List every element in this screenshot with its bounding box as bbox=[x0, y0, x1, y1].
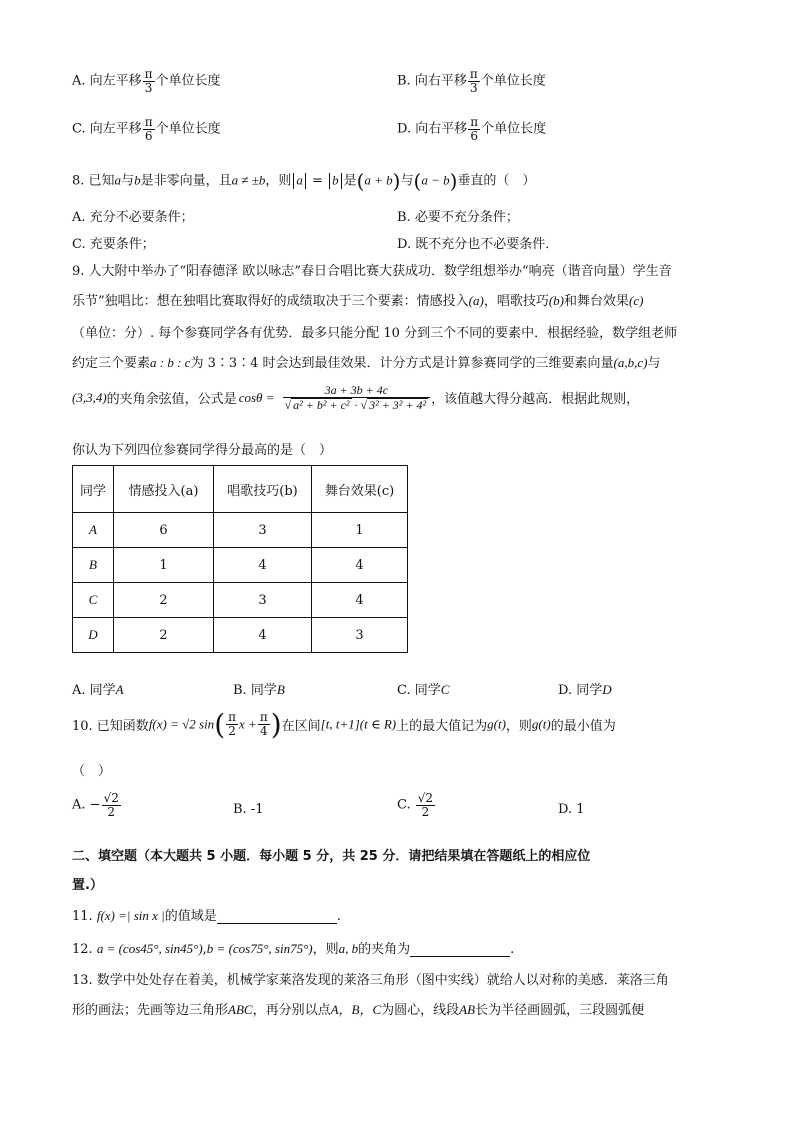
q9-line1: 9. 人大附中举办了“阳春德泽 欧以咏志”春日合唱比赛大获成功．数学组想举办“响亮（谐音向量）学生音 bbox=[72, 264, 672, 279]
q8-option-b: B. 必要不充分条件； bbox=[397, 210, 519, 225]
table-header: 情感投入(a) bbox=[114, 466, 214, 513]
table-cell: B bbox=[73, 548, 114, 583]
q9-score-table bbox=[72, 465, 408, 653]
q9-line3: （单位：分）. 每个参赛同学各有优势．最多只能分配 10 分到三个不同的要素中．根据经验，数学组老师 bbox=[72, 326, 678, 341]
q10-paren: （ ） bbox=[72, 764, 112, 779]
table-cell: 4 bbox=[214, 618, 312, 653]
table-cell: D bbox=[73, 618, 114, 653]
q7-option-a: A. 向左平移 $\frac{\pi}{3}$ 个单位长度 bbox=[72, 67, 221, 95]
table-header: 唱歌技巧(b) bbox=[214, 466, 312, 513]
table-cell: 4 bbox=[312, 583, 408, 618]
table-row bbox=[73, 513, 408, 548]
fraction: $\frac{√2}{2}$ bbox=[103, 791, 119, 819]
q7-option-c: C. 向左平移 $\frac{\pi}{6}$ 个单位长度 bbox=[72, 115, 221, 143]
q10-option-b: B. -1 bbox=[233, 802, 264, 817]
fraction: $\frac{\pi}{6}$ bbox=[470, 115, 479, 143]
q10-option-a: A. − $\frac{√2}{2}$ bbox=[72, 791, 119, 819]
fraction: $\frac{\pi}{2}$ bbox=[228, 710, 237, 738]
q13-line1: 13. 数学中处处存在着美，机械学家莱洛发现的莱洛三角形（图中实线）就给人以对称的美感．莱洛三角 bbox=[72, 973, 669, 988]
q10-option-d: D. 1 bbox=[558, 802, 585, 817]
q9-option-d: D. 同学D bbox=[558, 682, 612, 698]
q10-option-c: C. $\frac{√2}{2}$ bbox=[397, 791, 434, 819]
q9-line4: 约定三个要素a : b : c为 3∶3∶4 时会达到最佳效果．计分方式是计算参赛同学的三维要素向量(a,b,c)与 bbox=[72, 355, 661, 371]
q7-option-d: D. 向右平移 $\frac{\pi}{6}$ 个单位长度 bbox=[397, 115, 547, 143]
q8-option-d: D. 既不充分也不必要条件． bbox=[397, 237, 559, 252]
table-cell: 2 bbox=[114, 618, 214, 653]
table-cell: 1 bbox=[114, 548, 214, 583]
q9-option-c: C. 同学C bbox=[397, 682, 450, 698]
q9-line2: 乐节”独唱比：想在独唱比赛取得好的成绩取决于三个要素：情感投入(a)，唱歌技巧(b)和舞台效果(c) bbox=[72, 293, 644, 309]
fraction: $\frac{√2}{2}$ bbox=[417, 791, 434, 819]
table-row bbox=[73, 618, 408, 653]
table-header-row bbox=[73, 466, 408, 513]
table-row bbox=[73, 583, 408, 618]
q9-line5: (3,3,4)的夹角余弦值，公式是 cosθ = $\frac{3a + 3b + 4c}{\text{√ a² + b² + c² · √ 3² + 3² + 4²}}$ ，该值越大得分越高．根据此规则， bbox=[72, 383, 640, 412]
cosine-formula: $\frac{3a + 3b + 4c}{\text{√ a² + b² + c² · √ 3² + 3² + 4²}}$ bbox=[283, 384, 431, 411]
table-cell: 3 bbox=[214, 513, 312, 548]
q8-option-c: C. 充要条件； bbox=[72, 237, 155, 252]
table-cell: 4 bbox=[312, 548, 408, 583]
fraction: $\frac{\pi}{4}$ bbox=[259, 710, 268, 738]
fraction: $\frac{\pi}{3}$ bbox=[469, 67, 478, 95]
table-cell: A bbox=[73, 513, 114, 548]
table-cell: 3 bbox=[214, 583, 312, 618]
table-cell: 2 bbox=[114, 583, 214, 618]
q13-line2: 形的画法；先画等边三角形ABC，再分别以点A，B，C为圆心，线段AB长为半径画圆弧，三段圆弧便 bbox=[72, 1002, 645, 1018]
q10-stem: 10. 已知函数f(x) = √2 sin( $\frac{\pi}{2}$ x + $\frac{\pi}{4}$ )在区间[t, t+1](t ∈ R)上的最大值记为g(t)，则g(t)的最小值为 bbox=[72, 708, 616, 741]
table-cell: C bbox=[73, 583, 114, 618]
table-cell: 6 bbox=[114, 513, 214, 548]
table-row bbox=[73, 548, 408, 583]
q9-option-a: A. 同学A bbox=[72, 682, 124, 698]
section-heading: 二、填空题（本大题共 5 小题．每小题 5 分，共 25 分．请把结果填在答题纸上的相应位 bbox=[72, 849, 591, 864]
table-cell: 4 bbox=[214, 548, 312, 583]
q9-line6: 你认为下列四位参赛同学得分最高的是（ ） bbox=[72, 443, 333, 458]
q7-option-b: B. 向右平移 $\frac{\pi}{3}$ 个单位长度 bbox=[397, 67, 546, 95]
answer-blank[interactable] bbox=[410, 942, 510, 957]
table-cell: 1 bbox=[312, 513, 408, 548]
q8-option-a: A. 充分不必要条件； bbox=[72, 210, 194, 225]
table-header: 舞台效果(c) bbox=[312, 466, 408, 513]
q9-option-b: B. 同学B bbox=[233, 682, 285, 698]
table-cell: 3 bbox=[312, 618, 408, 653]
q8-stem: 8. 已知a与b是非零向量，且a ≠ ±b，则 a = b 是(a + b)与(a − b)垂直的（ ） bbox=[72, 169, 536, 193]
table-header: 同学 bbox=[73, 466, 114, 513]
fraction: $\frac{\pi}{3}$ bbox=[144, 67, 153, 95]
section-heading-cont: 置.） bbox=[72, 878, 103, 893]
answer-blank[interactable] bbox=[217, 909, 337, 924]
fraction: $\frac{\pi}{6}$ bbox=[144, 115, 153, 143]
q11: 11. f(x) =| sin x |的值域是 . bbox=[72, 908, 341, 924]
q12: 12. a = (cos45°, sin45°),b = (cos75°, sin75°)，则a, b的夹角为 . bbox=[72, 941, 515, 957]
